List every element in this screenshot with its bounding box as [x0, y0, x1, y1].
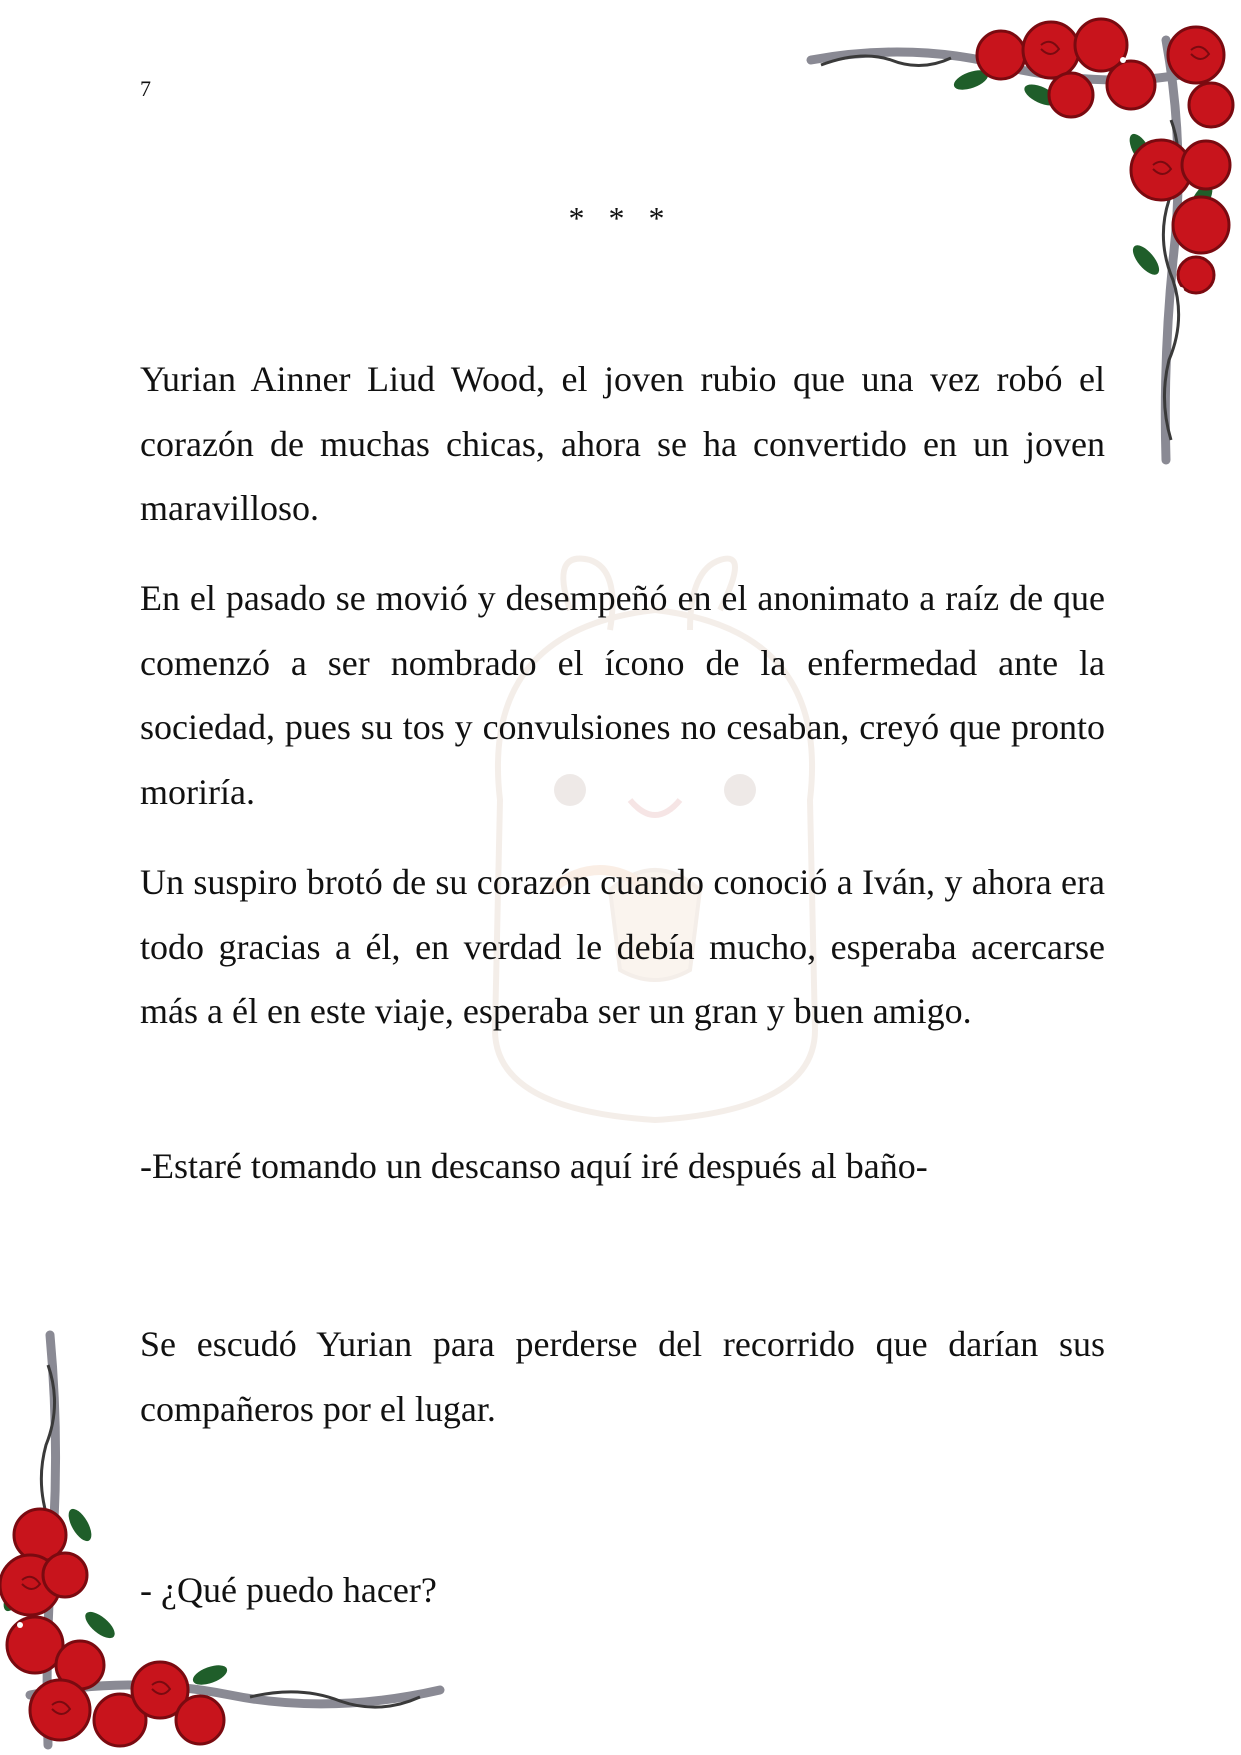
section-separator: * * *	[568, 200, 673, 236]
paragraph: Un suspiro brotó de su corazón cuando conoció a Iván, y ahora era todo gracias a él, en verdad le debía mucho, esperaba acercarse más a él en este viaje, esperaba ser un gran y buen amigo.	[140, 862, 1105, 1031]
dialogue-line: - ¿Qué puedo hacer?	[140, 1570, 437, 1610]
page-number: 7	[140, 76, 151, 101]
dialogue-line: -Estaré tomando un descanso aquí iré después al baño-	[140, 1146, 928, 1186]
paragraph: Yurian Ainner Liud Wood, el joven rubio que una vez robó el corazón de muchas chicas, ahora se ha convertido en un joven maravilloso.	[140, 359, 1105, 528]
paragraph: En el pasado se movió y desempeñó en el anonimato a raíz de que comenzó a ser nombrado el ícono de la enfermedad ante la sociedad, pues su tos y convulsiones no cesaban, creyó que pronto moriría.	[140, 578, 1105, 812]
paragraph: Se escudó Yurian para perderse del recorrido que darían sus compañeros por el lugar.	[140, 1324, 1105, 1429]
